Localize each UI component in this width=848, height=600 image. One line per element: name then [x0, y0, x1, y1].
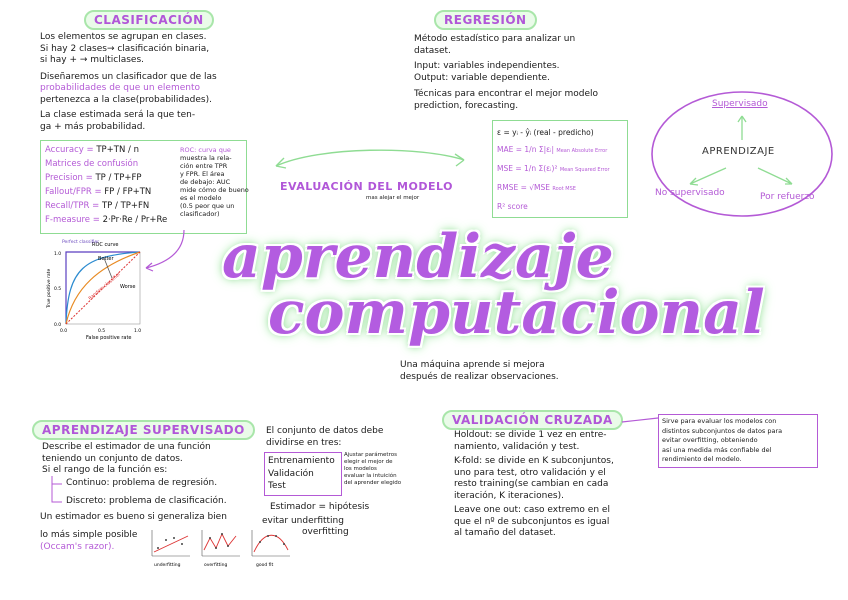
regresion-line: Input: variables independientes. [414, 61, 560, 71]
conjunto-estimador: Estimador = hipótesis [270, 502, 370, 512]
metric-name: Recall/TPR = [45, 201, 100, 211]
validacion-note-line: evitar overfitting, obteniendo [662, 436, 758, 444]
metric-name: F-measure = [45, 215, 100, 225]
regresion-line: Output: variable dependiente. [414, 72, 550, 83]
fitting-plots [150, 526, 300, 572]
roc-ylabel: True positive rate [47, 268, 52, 308]
aprendizaje-right: Por refuerzo [760, 192, 815, 202]
regresion-formulas [497, 124, 610, 215]
roc-better-label: Better [98, 256, 114, 262]
roc-ytick: 0.5 [54, 287, 62, 292]
roc-note-line: ROC: curva que [180, 146, 231, 154]
aprendizaje-left: No supervisado [655, 188, 725, 198]
clasificacion-title: CLASIFICACIÓN [84, 10, 214, 30]
validacion-note-line: así una medida más confiable del [662, 445, 772, 454]
roc-note-line: y FPR. El área [180, 170, 225, 178]
metrics-list [45, 143, 167, 227]
validacion-line: K-fold: se divide en K subconjuntos, [454, 456, 614, 466]
conjunto-note: elegir el mejor de [344, 459, 393, 465]
roc-note-line: de debajo: AUC [180, 178, 231, 186]
clasificacion-line: Diseñaremos un clasificador que de las [40, 71, 217, 82]
roc-note-line: (0.5 peor que un [180, 202, 235, 210]
conjunto-line: El conjunto de datos debe [266, 426, 384, 436]
conjunto-items [268, 455, 335, 493]
mini-label: underfitting [154, 563, 181, 568]
validacion-line: al tamaño del dataset. [454, 528, 556, 538]
roc-worse-label: Worse [120, 284, 136, 290]
validacion-line: iteración, K iteraciones). [454, 490, 564, 501]
supervisado-line: Describe el estimador de una función [42, 442, 211, 452]
subtitle-line: después de realizar observaciones. [400, 371, 559, 382]
supervisado-estimador: Un estimador es bueno si generaliza bien [40, 512, 227, 522]
mini-label: overfitting [204, 563, 228, 568]
metric-name: Matrices de confusión [45, 159, 139, 169]
metric-formula: 2·Pr·Re / Pr+Re [102, 215, 168, 225]
regresion-line: dataset. [414, 45, 451, 56]
formula-mae: MAE = 1/n Σ|εᵢ| [497, 145, 555, 154]
subtitle [400, 360, 559, 383]
clasificacion-line: si hay + → multiclases. [40, 55, 145, 65]
aprendizaje-top: Supervisado [712, 99, 768, 109]
roc-chart [44, 238, 154, 344]
roc-connector [140, 228, 190, 276]
validacion-line: resto training(se cambian en cada [454, 479, 609, 489]
metric-name: Fallout/FPR = [45, 187, 102, 197]
validacion-connector [620, 414, 660, 428]
conjunto-evitar2: overfitting [302, 527, 349, 537]
conjunto-note: los modelos [344, 466, 377, 472]
supervisado-branch [48, 476, 64, 508]
roc-xtick: 0.5 [98, 329, 106, 334]
evaluacion-title: EVALUACIÓN DEL MODELO [280, 180, 453, 193]
validacion-note-line: rendimiento del modelo. [662, 455, 742, 463]
validacion-line: namiento, validación y test. [454, 441, 580, 452]
validacion-line: Holdout: se divide 1 vez en entre- [454, 430, 607, 440]
supervisado-discreto: Discreto: problema de clasificación. [66, 496, 227, 506]
formula-note: Mean Squared Error [559, 167, 610, 173]
validacion-line: que el nº de subconjuntos es igual [454, 516, 610, 527]
clasificacion-line: Los elementos se agrupan en clases. [40, 32, 207, 42]
formula-mse: MSE = 1/n Σ(εᵢ)² [497, 164, 558, 173]
conjunto-notes [344, 452, 401, 487]
aprendizaje-center: APRENDIZAJE [702, 146, 775, 157]
supervisado-line: teniendo un conjunto de datos. [42, 453, 183, 464]
metric-formula: TP / TP+FP [95, 173, 142, 183]
clasificacion-text [40, 32, 217, 133]
formula-note: Root MSE [552, 186, 576, 192]
conjunto-item: Validación [268, 468, 314, 479]
underfitting-plot [152, 530, 190, 568]
roc-xtick: 1.0 [134, 329, 142, 334]
metric-formula: TP / TP+FN [101, 201, 150, 211]
supervisado-line: Si el rango de la función es: [42, 465, 168, 475]
supervisado-title: APRENDIZAJE SUPERVISADO [32, 420, 255, 440]
main-title-line2: computacional [268, 278, 765, 348]
roc-ytick: 1.0 [54, 252, 62, 257]
regresion-title: REGRESIÓN [434, 10, 537, 30]
formula-r2: R² score [497, 202, 528, 211]
formula-rmse: RMSE = √MSE [497, 183, 550, 192]
roc-note-line: clasificador) [180, 210, 220, 218]
metric-name: Precision = [45, 173, 93, 183]
roc-random-label: Random classifier [88, 272, 122, 302]
formula-epsilon: ε = yᵢ - ŷᵢ (real - predicho) [497, 128, 594, 137]
roc-ytick: 0.0 [54, 323, 62, 328]
validacion-title: VALIDACIÓN CRUZADA [442, 410, 623, 430]
formula-note: Mean Absolute Error [556, 148, 608, 154]
validacion-line: Leave one out: caso extremo en el [454, 505, 610, 515]
regresion-line: Método estadístico para analizar un [414, 34, 576, 44]
conjunto-item: Entrenamiento [268, 456, 335, 466]
metric-formula: FP / FP+TN [104, 187, 152, 197]
roc-note-line: mide cómo de bueno [180, 186, 249, 194]
roc-xtick: 0.0 [60, 329, 68, 334]
metric-name: Accuracy = [45, 145, 94, 155]
clasificacion-line: La clase estimada será la que ten- [40, 110, 196, 120]
overfitting-plot [202, 530, 240, 568]
roc-perfect-label: Perfect classifier [62, 240, 100, 245]
main-title-line1: aprendizaje [222, 222, 614, 292]
roc-note-line: muestra la rela- [180, 154, 232, 162]
conjunto-text [266, 426, 383, 449]
supervisado-simple: lo más simple posible [40, 530, 138, 540]
roc-title: ROC curve [92, 242, 119, 248]
mini-label: good fit [256, 563, 274, 568]
conjunto-line: dividirse en tres: [266, 437, 342, 448]
clasificacion-line: Si hay 2 clases→ clasificación binaria, [40, 43, 210, 54]
conjunto-item: Test [268, 481, 286, 491]
evaluacion-sub: mas alejar el mejor [366, 195, 420, 201]
goodfit-plot [252, 530, 290, 568]
evaluacion-arrow [270, 146, 470, 176]
validacion-line: uno para test, otro validación y el [454, 467, 606, 478]
clasificacion-line: ga + más probabilidad. [40, 121, 146, 132]
supervisado-continuo: Continuo: problema de regresión. [66, 478, 218, 488]
conjunto-note: evaluar la intuición [344, 473, 397, 479]
supervisado-occam: (Occam's razor). [40, 542, 115, 552]
regresion-line: prediction, forecasting. [414, 100, 519, 111]
conjunto-evitar: evitar underfitting [262, 516, 344, 526]
clasificacion-line: pertenezca a la clase(probabilidades). [40, 94, 212, 105]
validacion-text [454, 430, 614, 540]
roc-note-line: ción entre TPR [180, 162, 228, 170]
supervisado-text [42, 442, 211, 477]
metric-formula: TP+TN / n [96, 145, 139, 155]
clasificacion-line: probabilidades de que un elemento [40, 83, 201, 93]
regresion-line: Técnicas para encontrar el mejor modelo [414, 89, 598, 99]
roc-note-line: es el modelo [180, 194, 222, 202]
conjunto-note: del aprender elegido [344, 480, 402, 486]
conjunto-note: Ajustar parámetros [344, 452, 397, 458]
validacion-note [662, 417, 782, 465]
subtitle-line: Una máquina aprende si mejora [400, 360, 545, 370]
validacion-note-line: distintos subconjuntos de datos para [662, 426, 783, 435]
regresion-text [414, 34, 598, 112]
roc-xlabel: False positive rate [86, 335, 132, 341]
validacion-note-line: Sirve para evaluar los modelos con [662, 417, 777, 425]
roc-note [180, 146, 249, 218]
